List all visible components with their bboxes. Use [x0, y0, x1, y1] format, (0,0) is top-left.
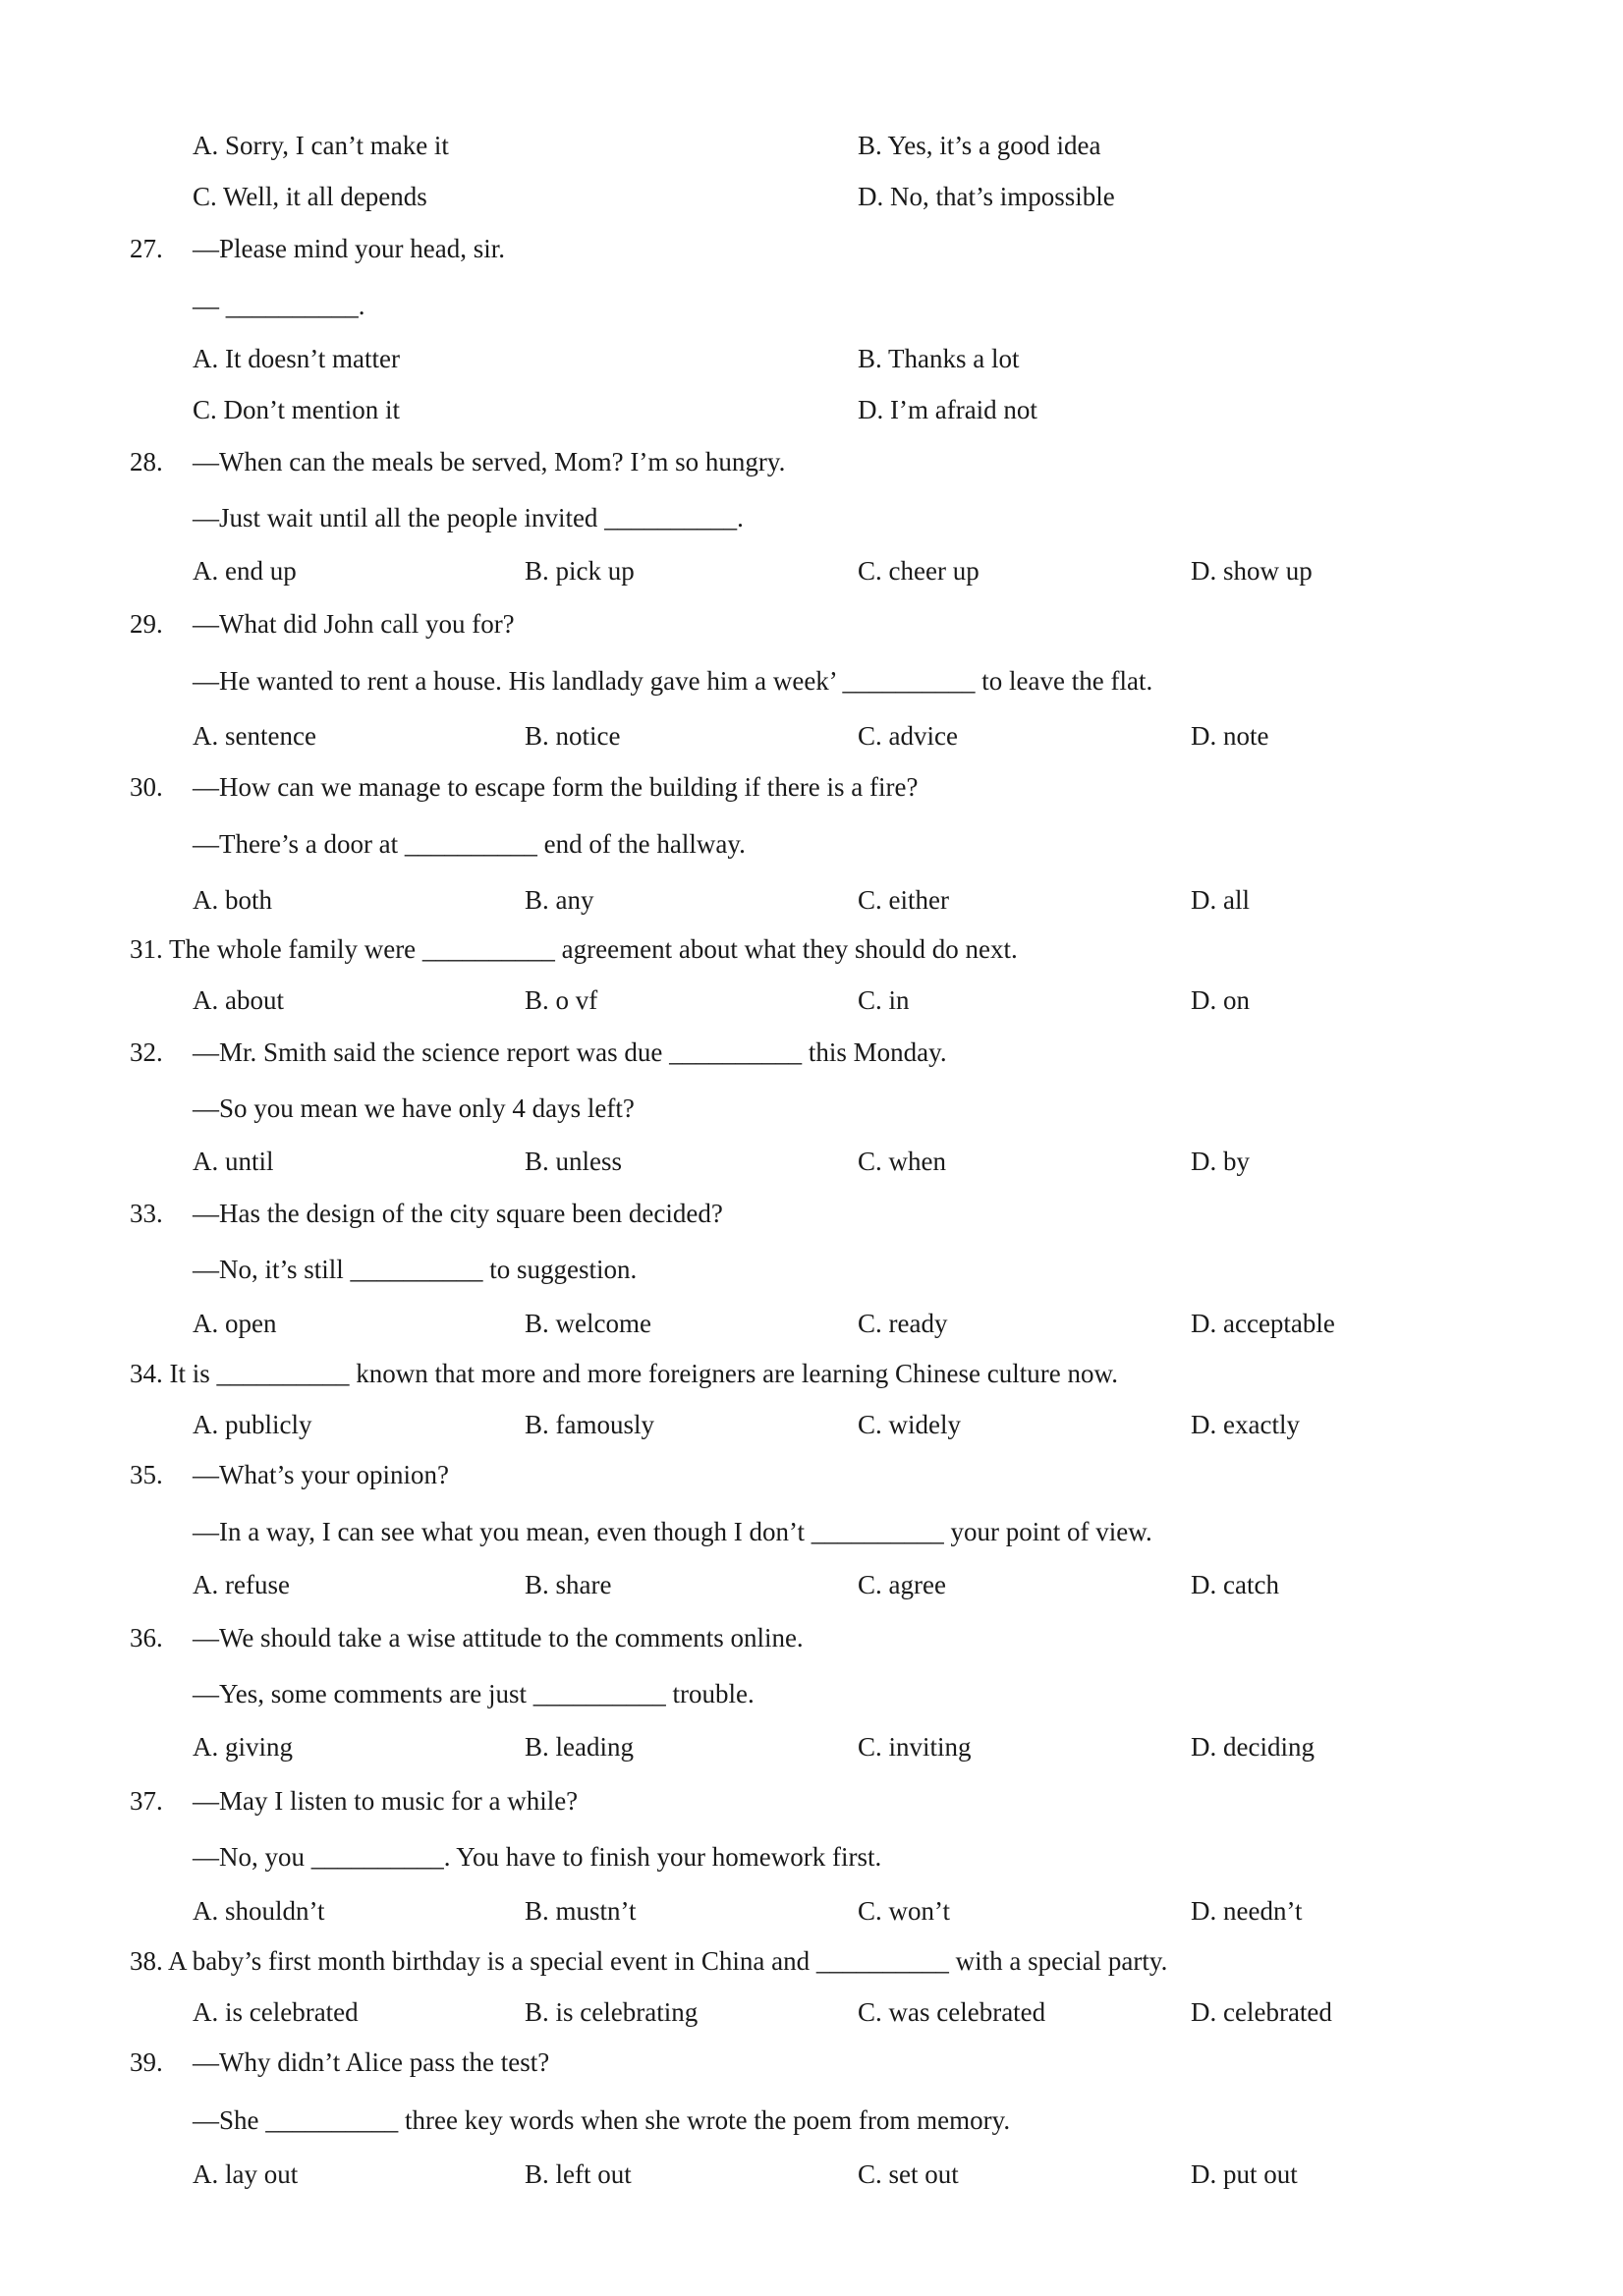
option-a: A. until — [193, 1147, 274, 1176]
question-31 — [130, 936, 1018, 963]
option-d: D. all — [1191, 885, 1250, 915]
option-d: D. show up — [1191, 556, 1313, 586]
option-d: D. on — [1191, 985, 1250, 1015]
answer-line: —So you mean we have only 4 days left? — [193, 1093, 635, 1123]
option-a: A. publicly — [193, 1410, 312, 1439]
option-b: B. leading — [525, 1732, 634, 1762]
question-number: 36. — [130, 1623, 163, 1652]
question-line: —We should take a wise attitude to the comments online. — [193, 1623, 804, 1652]
question-30 — [130, 774, 918, 801]
question-line: —Please mind your head, sir. — [193, 234, 505, 263]
answer-line: —No, it’s still __________ to suggestion. — [193, 1255, 638, 1284]
option-d: D. I’m afraid not — [858, 395, 1037, 424]
question-line: —What’s your opinion? — [193, 1460, 449, 1489]
question-line: —How can we manage to escape form the building if there is a fire? — [193, 772, 919, 802]
answer-line: —There’s a door at __________ end of the hallway. — [193, 829, 746, 859]
answer-line: — __________. — [193, 291, 365, 320]
question-line: —Mr. Smith said the science report was due __________ this Monday. — [193, 1037, 947, 1067]
question-29 — [130, 611, 515, 638]
question-line: —When can the meals be served, Mom? I’m so hungry. — [193, 447, 786, 476]
option-b: B. any — [525, 885, 594, 915]
option-c: C. Well, it all depends — [193, 182, 427, 211]
question-34 — [130, 1361, 1118, 1387]
question-32 — [130, 1039, 947, 1066]
answer-line: —Yes, some comments are just __________ trouble. — [193, 1679, 755, 1708]
question-line: The whole family were __________ agreement about what they should do next. — [169, 934, 1018, 964]
option-a: A. refuse — [193, 1570, 290, 1599]
question-number: 30. — [130, 772, 163, 802]
option-b: B. Thanks a lot — [858, 344, 1020, 373]
question-line: —What did John call you for? — [193, 609, 515, 639]
question-number: 28. — [130, 447, 163, 476]
question-line: —Why didn’t Alice pass the test? — [193, 2047, 550, 2077]
option-b: B. welcome — [525, 1309, 651, 1338]
question-38 — [130, 1948, 1167, 1975]
option-a: A. giving — [193, 1732, 294, 1762]
option-c: C. inviting — [858, 1732, 972, 1762]
option-c: C. advice — [858, 721, 958, 751]
question-37 — [130, 1788, 578, 1815]
option-c: C. ready — [858, 1309, 948, 1338]
option-c: C. was celebrated — [858, 1997, 1046, 2027]
option-b: B. is celebrating — [525, 1997, 699, 2027]
answer-line: —He wanted to rent a house. His landlady gave him a week’ __________ to leave the flat. — [193, 666, 1153, 696]
answer-line: —No, you __________. You have to finish your homework first. — [193, 1842, 882, 1872]
option-c: C. in — [858, 985, 910, 1015]
option-d: D. catch — [1191, 1570, 1279, 1599]
question-line: It is __________ known that more and more foreigners are learning Chinese culture now. — [169, 1359, 1118, 1388]
question-33 — [130, 1201, 723, 1227]
question-number: 27. — [130, 234, 163, 263]
option-a: A. open — [193, 1309, 277, 1338]
option-b: B. unless — [525, 1147, 623, 1176]
option-d: D. needn’t — [1191, 1896, 1303, 1926]
option-d: D. acceptable — [1191, 1309, 1335, 1338]
option-a: A. It doesn’t matter — [193, 344, 400, 373]
option-c: C. Don’t mention it — [193, 395, 401, 424]
option-b: B. famously — [525, 1410, 654, 1439]
question-number: 33. — [130, 1199, 163, 1228]
option-c: C. either — [858, 885, 949, 915]
option-a: A. Sorry, I can’t make it — [193, 131, 449, 160]
option-d: D. note — [1191, 721, 1269, 751]
question-line: A baby’s first month birthday is a special event in China and __________ with a special party. — [168, 1946, 1168, 1976]
option-a: A. end up — [193, 556, 297, 586]
option-b: B. share — [525, 1570, 612, 1599]
option-d: D. put out — [1191, 2159, 1298, 2189]
option-d: D. celebrated — [1191, 1997, 1332, 2027]
question-number: 35. — [130, 1460, 163, 1489]
option-c: C. cheer up — [858, 556, 979, 586]
option-c: C. set out — [858, 2159, 959, 2189]
question-28 — [130, 449, 785, 476]
option-a: A. is celebrated — [193, 1997, 359, 2027]
answer-line: —She __________ three key words when she wrote the poem from memory. — [193, 2105, 1011, 2135]
question-number: 38. — [130, 1946, 163, 1976]
question-39 — [130, 2049, 549, 2076]
option-a: A. sentence — [193, 721, 316, 751]
question-number: 32. — [130, 1037, 163, 1067]
answer-line: —Just wait until all the people invited __________. — [193, 503, 744, 532]
question-number: 31. — [130, 934, 163, 964]
option-b: B. notice — [525, 721, 621, 751]
question-line: —May I listen to music for a while? — [193, 1786, 579, 1816]
question-number: 29. — [130, 609, 163, 639]
answer-line: —In a way, I can see what you mean, even though I don’t __________ your point of view. — [193, 1517, 1152, 1546]
option-b: B. mustn’t — [525, 1896, 637, 1926]
option-a: A. both — [193, 885, 272, 915]
question-number: 37. — [130, 1786, 163, 1816]
option-b: B. Yes, it’s a good idea — [858, 131, 1101, 160]
option-d: D. deciding — [1191, 1732, 1315, 1762]
option-b: B. o vf — [525, 985, 598, 1015]
option-c: C. widely — [858, 1410, 961, 1439]
option-a: A. about — [193, 985, 284, 1015]
question-line: —Has the design of the city square been decided? — [193, 1199, 723, 1228]
option-d: D. by — [1191, 1147, 1250, 1176]
question-27 — [130, 236, 505, 262]
question-35 — [130, 1462, 449, 1488]
option-d: D. exactly — [1191, 1410, 1300, 1439]
option-d: D. No, that’s impossible — [858, 182, 1115, 211]
option-b: B. pick up — [525, 556, 635, 586]
question-number: 39. — [130, 2047, 163, 2077]
option-b: B. left out — [525, 2159, 632, 2189]
option-a: A. shouldn’t — [193, 1896, 325, 1926]
question-number: 34. — [130, 1359, 163, 1388]
option-a: A. lay out — [193, 2159, 299, 2189]
question-36 — [130, 1625, 804, 1652]
option-c: C. agree — [858, 1570, 946, 1599]
option-c: C. when — [858, 1147, 946, 1176]
option-c: C. won’t — [858, 1896, 951, 1926]
